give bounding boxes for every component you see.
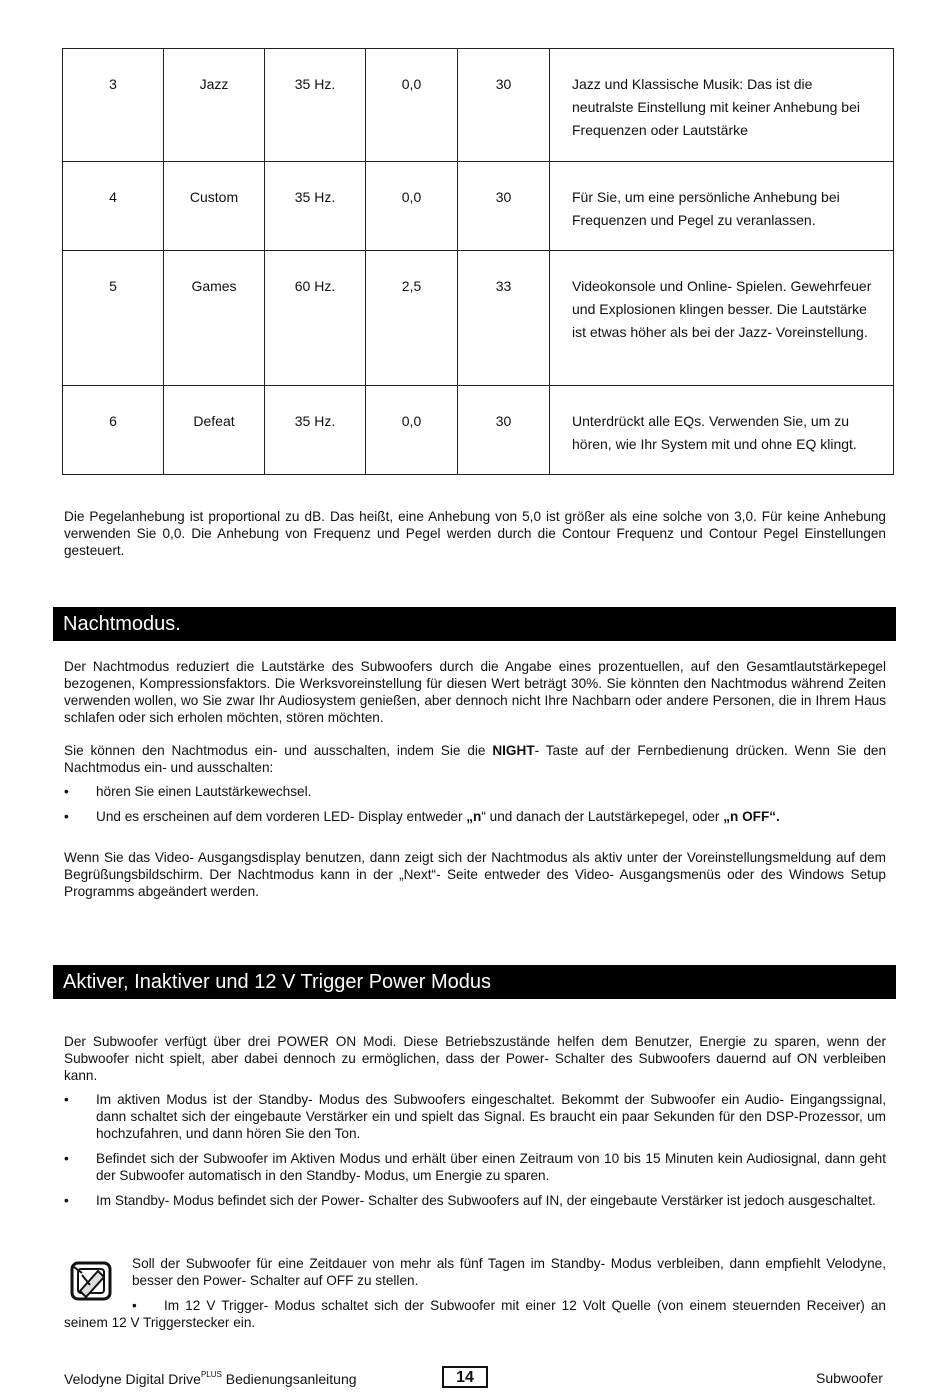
preset-level: 2,5 [366, 251, 458, 386]
table-row [63, 386, 894, 475]
section-heading-power: Aktiver, Inaktiver und 12 V Trigger Power Modus [53, 965, 896, 999]
preset-number: 3 [63, 49, 164, 162]
preset-name: Custom [164, 162, 265, 251]
night-bullet-list [64, 783, 886, 833]
table-row [63, 251, 894, 386]
preset-level: 0,0 [366, 162, 458, 251]
list-item: • Im aktiven Modus ist der Standby- Modus des Subwoofers eingeschaltet. Bekommt der Subwoofer ein Audio- Eingangssignal, dann schaltet sich der eingebaute Verstärker ein und spielt das Signal. Es braucht ein paar Sekunden für den DSP-Prozessor, um hochzufahren, und dann hören Sie den Ton. [64, 1091, 886, 1142]
preset-night: 30 [458, 386, 550, 475]
page-number: 14 [442, 1366, 488, 1388]
preset-description: Jazz und Klassische Musik: Das ist die neutralste Einstellung mit keiner Anhebung bei Frequenzen oder Lautstärke [550, 49, 894, 162]
night-paragraph-2 [64, 742, 886, 776]
list-item: • hören Sie einen Lautstärkewechsel. [64, 783, 886, 800]
preset-name: Games [164, 251, 265, 386]
preset-level: 0,0 [366, 386, 458, 475]
preset-frequency: 60 Hz. [265, 251, 366, 386]
list-item: • Im Standby- Modus befindet sich der Power- Schalter des Subwoofers auf IN, der eingebaute Verstärker ist jedoch ausgeschaltet. [64, 1192, 886, 1209]
trigger-paragraph [64, 1297, 886, 1331]
night-key-label: NIGHT [492, 743, 535, 758]
text: “ und danach der Lautstärkepegel, oder [481, 809, 724, 824]
bullet-dot: • [132, 1298, 137, 1313]
pegel-paragraph: Die Pegelanhebung ist proportional zu dB. Das heißt, eine Anhebung von 5,0 ist größer als eine solche von 3,0. Für keine Anhebung verwenden Sie 0,0. Die Anhebung von Frequenz und Pegel werden durch die Contour Frequenz und Contour Pegel Einstellungen gesteuert. [64, 509, 886, 558]
text: Bedienungsanleitung [221, 1371, 357, 1387]
preset-night: 33 [458, 251, 550, 386]
text: PLUS [200, 1370, 222, 1379]
preset-name: Jazz [164, 49, 265, 162]
power-paragraph-1: Der Subwoofer verfügt über drei POWER ON Modi. Diese Betriebszustände helfen dem Benutzer, Energie zu sparen, wenn der Subwoofer nicht spielt, aber dabei dennoch zu ermöglichen, dass der Power- Schalter des Subwoofers dauernd auf ON verbleiben kann. [64, 1034, 886, 1083]
night-paragraph-3: Wenn Sie das Video- Ausgangsdisplay benutzen, dann zeigt sich der Nachtmodus als aktiv unter der Voreinstellungsmeldung auf dem Begrüßungsbildschirm. Der Nachtmodus kann in der „Next“- Seite entweder des Video- Ausgangsmenüs oder des Windows Setup Programms abgeändert werden. [64, 850, 886, 899]
text: - Taste auf der Fernbedienung drücken. Wenn Sie den Nachtmodus ein- und ausschalten: [64, 743, 886, 775]
text: Sie können den Nachtmodus ein- und ausschalten, indem Sie die [64, 743, 493, 758]
table-row [63, 49, 894, 162]
footer-document-title [64, 1370, 357, 1387]
preset-frequency: 35 Hz. [265, 49, 366, 162]
preset-description: Für Sie, um eine persönliche Anhebung bei Frequenzen und Pegel zu veranlassen. [550, 162, 894, 251]
note-text: Soll der Subwoofer für eine Zeitdauer von mehr als fünf Tagen im Standby- Modus verbleiben, dann empfiehlt Velodyne, besser den Power- Schalter auf OFF zu stellen. [132, 1256, 886, 1288]
list-item: • Befindet sich der Subwoofer im Aktiven Modus und erhält über einen Zeitraum von 10 bis 15 Minuten kein Audiosignal, dann geht der Subwoofer automatisch in den Standby- Modus, um Energie zu sparen. [64, 1150, 886, 1184]
footer-category: Subwoofer [816, 1370, 883, 1386]
text: Und es erscheinen auf dem vorderen LED- Display entweder [96, 809, 467, 824]
text: Velodyne Digital Drive [64, 1371, 201, 1387]
preset-number: 6 [63, 386, 164, 475]
preset-number: 4 [63, 162, 164, 251]
led-n-off-label: „n OFF“. [723, 809, 780, 824]
preset-night: 30 [458, 162, 550, 251]
preset-night: 30 [458, 49, 550, 162]
preset-name: Defeat [164, 386, 265, 475]
section-heading-night: Nachtmodus. [53, 607, 896, 641]
night-paragraph-1: Der Nachtmodus reduziert die Lautstärke des Subwoofers durch die Angabe eines prozentuellen, auf den Gesamtlautstärkepegel bezogenen, Kompressionsfaktors. Die Werksvoreinstellung für diesen Wert beträgt 30%. Sie könnten den Nachtmodus während Zeiten verwenden wollen, wo Sie zwar Ihr Audiosystem genießen, aber dennoch nicht Ihre Nachbarn oder andere Personen, die in Ihrem Haus schlafen oder sich erholen möchten, stören möchten. [64, 659, 886, 725]
text: Im 12 V Trigger- Modus schaltet sich der Subwoofer mit einer 12 Volt Quelle (von einem steuernden Receiver) an seinem 12 V Triggerstecker ein. [64, 1298, 886, 1330]
preset-description: Unterdrückt alle EQs. Verwenden Sie, um zu hören, wie Ihr System mit und ohne EQ klingt. [550, 386, 894, 475]
table-row [63, 162, 894, 251]
preset-number: 5 [63, 251, 164, 386]
preset-description: Videokonsole und Online- Spielen. Gewehrfeuer und Explosionen klingen besser. Die Lautstärke ist etwas höher als bei der Jazz- Voreinstellung. [550, 251, 894, 386]
list-item [64, 808, 886, 825]
power-bullet-list [64, 1091, 886, 1217]
preset-level: 0,0 [366, 49, 458, 162]
preset-frequency: 35 Hz. [265, 162, 366, 251]
eq-preset-table [62, 48, 894, 475]
led-n-label: „n [466, 809, 482, 824]
preset-frequency: 35 Hz. [265, 386, 366, 475]
